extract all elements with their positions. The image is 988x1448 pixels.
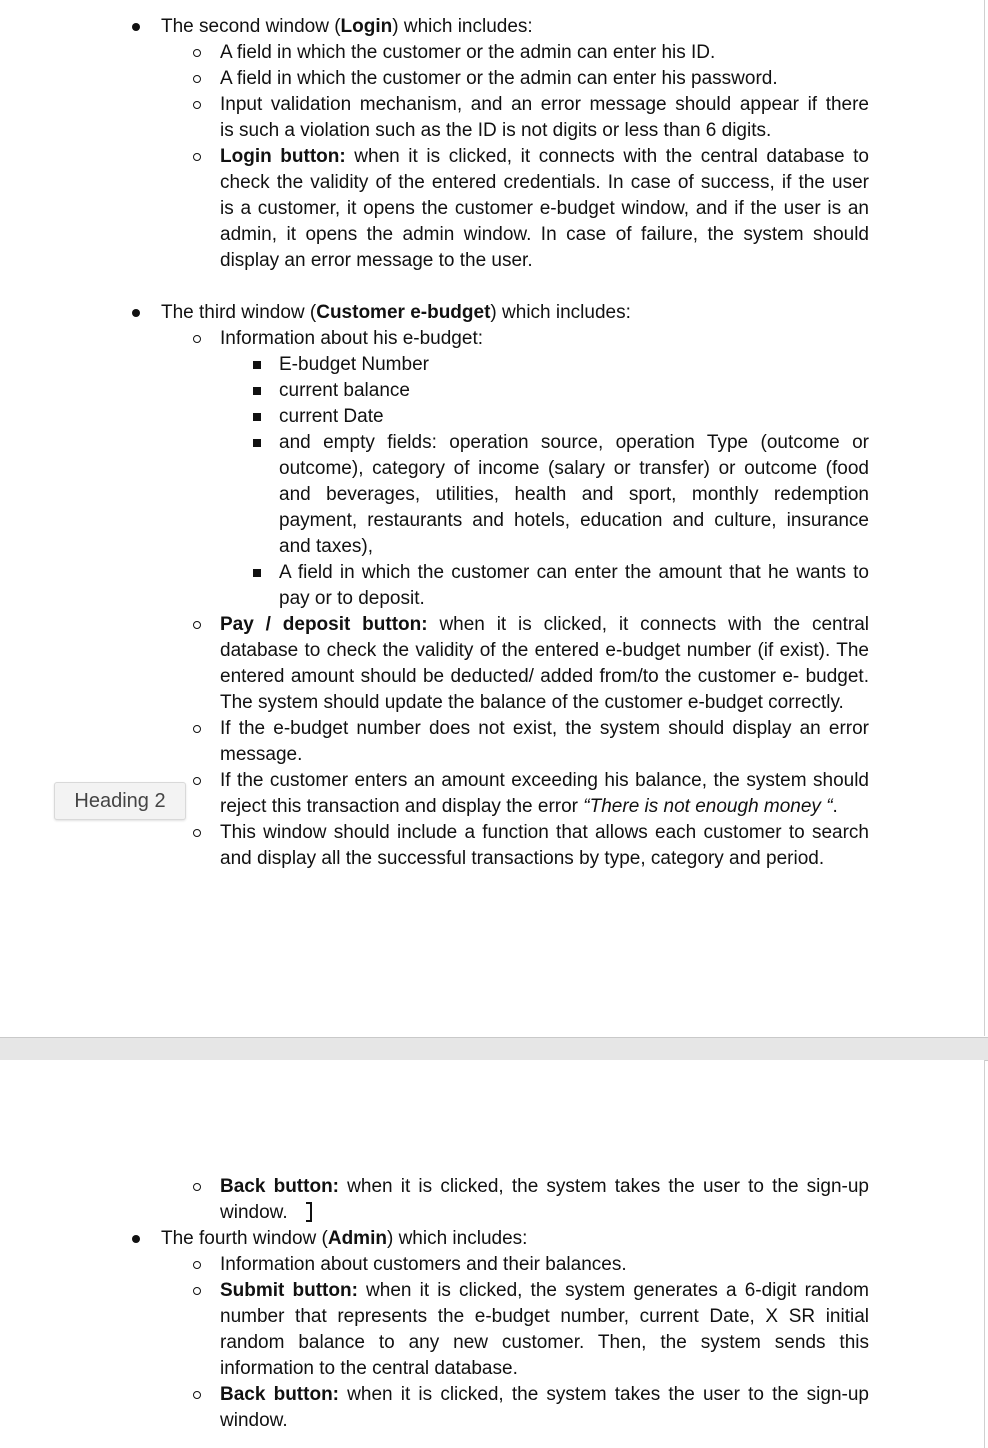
ebudget-balance-item: current balance [279, 380, 410, 401]
login-validation-line: is such a violation such as the ID is not digits or less than 6 digits. [220, 120, 772, 141]
bullet-disc-icon [132, 1235, 140, 1243]
ebudget-fields-line: outcome), category of income (salary or transfer) or outcome (food [279, 458, 869, 479]
ebudget-date-item: current Date [279, 406, 384, 427]
bullet-square-icon [253, 387, 261, 395]
bullet-circle-icon [193, 1261, 201, 1269]
admin-info-item: Information about customers and their balances. [220, 1254, 627, 1275]
bullet-square-icon [253, 361, 261, 369]
bullet-square-icon [253, 439, 261, 447]
bullet-square-icon [253, 413, 261, 421]
submit-button-desc: information to the central database. [220, 1358, 518, 1379]
pay-button-desc: database to check the validity of the entered e-budget number (if exist). The [220, 640, 869, 661]
bullet-disc-icon [132, 309, 140, 317]
login-button-desc: admin, it opens the admin window. In case of failure, the system should [220, 224, 869, 245]
pay-button-desc: The system should update the balance of the customer e-budget correctly. [220, 692, 844, 713]
text-cursor-icon [306, 1202, 312, 1222]
login-intro: The second window (Login) which includes: [161, 16, 533, 37]
ebudget-intro: The third window (Customer e-budget) which includes: [161, 302, 631, 323]
bullet-circle-icon [193, 621, 201, 629]
login-button-desc: is a customer, it opens the customer e-budget window, and if the user is an [220, 198, 869, 219]
page-break [0, 1037, 988, 1061]
bullet-circle-icon [193, 101, 201, 109]
heading-style-tag[interactable]: Heading 2 [54, 782, 186, 820]
pay-button-desc: Pay / deposit button: when it is clicked, it connects with the central [220, 614, 869, 635]
login-button-desc: display an error message to the user. [220, 250, 533, 271]
pay-button-desc: entered amount should be deducted/ added from/to the customer e- budget. [220, 666, 869, 687]
bullet-circle-icon [193, 829, 201, 837]
login-id-item: A field in which the customer or the admin can enter his ID. [220, 42, 716, 63]
login-password-item: A field in which the customer or the admin can enter his password. [220, 68, 778, 89]
ebudget-info-label: Information about his e-budget: [220, 328, 484, 349]
ebudget-fields-line: and taxes), [279, 536, 373, 557]
bullet-circle-icon [193, 1391, 201, 1399]
bullet-circle-icon [193, 335, 201, 343]
bullet-circle-icon [193, 75, 201, 83]
login-validation-line: Input validation mechanism, and an error message should appear if there [220, 94, 869, 115]
bullet-circle-icon [193, 153, 201, 161]
bullet-circle-icon [193, 777, 201, 785]
ebudget-fields-line: and empty fields: operation source, operation Type (outcome or [279, 432, 869, 453]
search-line: and display all the successful transactions by type, category and period. [220, 848, 825, 869]
login-button-desc: Login button: when it is clicked, it connects with the central database to [220, 146, 869, 167]
bullet-circle-icon [193, 1287, 201, 1295]
exceed-line: If the customer enters an amount exceeding his balance, the system should [220, 770, 869, 791]
back-button-desc: Back button: when it is clicked, the system takes the user to the sign-up [220, 1176, 869, 1197]
ebudget-number-item: E-budget Number [279, 354, 429, 375]
bullet-circle-icon [193, 1183, 201, 1191]
back-button-desc-2: window. [220, 1410, 288, 1431]
ebudget-fields-line: and beverages, utilities, health and sport, monthly redemption [279, 484, 869, 505]
ebudget-amount-line: pay or to deposit. [279, 588, 425, 609]
bullet-disc-icon [132, 23, 140, 31]
login-button-desc: check the validity of the entered credentials. In case of success, if the user [220, 172, 869, 193]
search-line: This window should include a function that allows each customer to search [220, 822, 869, 843]
admin-intro: The fourth window (Admin) which includes: [161, 1228, 528, 1249]
ebudget-amount-line: A field in which the customer can enter the amount that he wants to [279, 562, 869, 583]
exceed-line: reject this transaction and display the error “There is not enough money “. [220, 796, 838, 817]
back-button-desc-2: Back button: when it is clicked, the system takes the user to the sign-up [220, 1384, 869, 1405]
submit-button-desc: Submit button: when it is clicked, the system generates a 6-digit random [220, 1280, 869, 1301]
bullet-circle-icon [193, 49, 201, 57]
not-exist-line: If the e-budget number does not exist, the system should display an error [220, 718, 869, 739]
submit-button-desc: random balance to any new customer. Then, the system sends this [220, 1332, 869, 1353]
back-button-desc: window. [220, 1202, 288, 1223]
ebudget-fields-line: payment, restaurants and hotels, education and culture, insurance [279, 510, 869, 531]
bullet-circle-icon [193, 725, 201, 733]
not-exist-line: message. [220, 744, 303, 765]
submit-button-desc: number that represents the e-budget number, current Date, X SR initial [220, 1306, 869, 1327]
bullet-square-icon [253, 569, 261, 577]
